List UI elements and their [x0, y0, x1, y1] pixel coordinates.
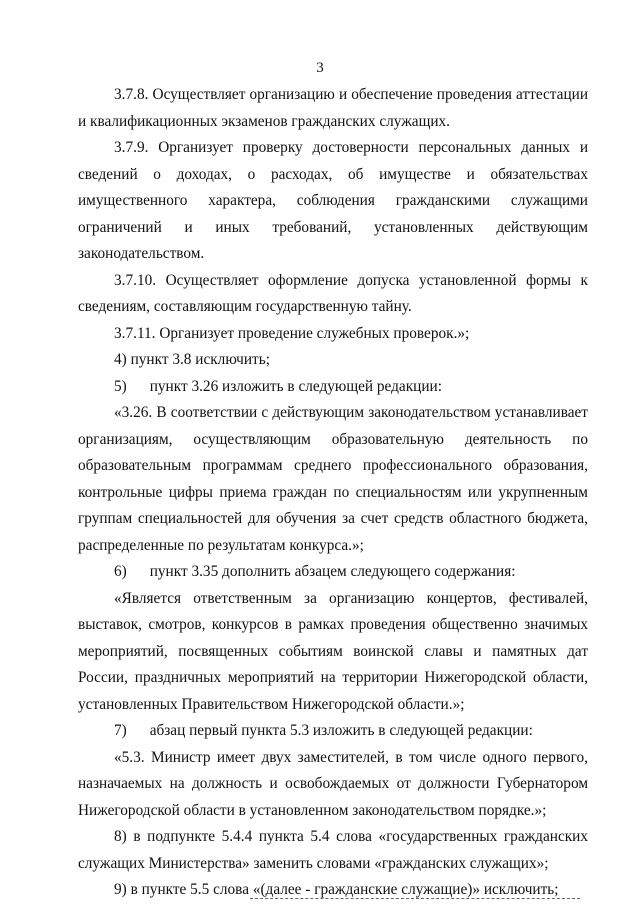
paragraph-3-7-10: 3.7.10. Осуществляет оформление допуска установленной формы к сведениям, составляющим государственную тайну.	[78, 271, 588, 315]
list-item-4: 4) пункт 3.8 исключить;	[114, 351, 270, 368]
list-item-5: 5) пункт 3.26 изложить в следующей редакции:	[114, 377, 442, 395]
paragraph-3-7-9: 3.7.9. Организует проверку достоверности персональных данных и сведений о доходах, о расходах, об имуществе и обязательствах имущественного характера, соблюдения гражданскими служащими ограничений и иных требований, установленных действующим законодательством.	[78, 139, 588, 262]
list-item-7: 7) абзац первый пункта 5.3 изложить в следующей редакции:	[114, 722, 533, 739]
page-bottom-divider	[250, 898, 580, 899]
document-body	[78, 82, 588, 904]
quote-3-26: «3.26. В соответствии с действующим законодательством устанавливает организациям, осуществляющим образовательную деятельность по образовательным программам среднего профессионального образования, контрольные цифры приема граждан по специальностям или укрупненным группам специальностей для обучения за счет средств областного бюджета, распределенные по результатам конкурса.»;	[78, 404, 588, 554]
list-item-8: 8) в подпункте 5.4.4 пункта 5.4 слова «государственных гражданских служащих Министерства» заменить словами «гражданских служащих»;	[78, 828, 588, 872]
list-item-9: 9) в пункте 5.5 слова «(далее - гражданские служащие)» исключить;	[114, 881, 559, 898]
quote-3-35: «Является ответственным за организацию концертов, фестивалей, выставок, смотров, конкурсов в рамках проведения общественно значимых мероприятий, посвященных событиям воинской славы и памятных дат России, праздничных мероприятий на территории Нижегородской области, установленных Правительством Нижегородской области.»;	[78, 589, 588, 713]
paragraph-3-7-11: 3.7.11. Организует проведение служебных проверок.»;	[114, 324, 470, 342]
quote-5-3: «5.3. Министр имеет двух заместителей, в том числе одного первого, назначаемых на должность и освобождаемых от должности Губернатором Нижегородской области в установленном законодательством порядке.»;	[78, 748, 588, 819]
list-item-6: 6) пункт 3.35 дополнить абзацем следующего содержания:	[114, 563, 516, 580]
paragraph-3-7-8: 3.7.8. Осуществляет организацию и обеспечение проведения аттестации и квалификационных экзаменов гражданских служащих.	[78, 86, 588, 130]
page-number: 3	[316, 60, 324, 76]
